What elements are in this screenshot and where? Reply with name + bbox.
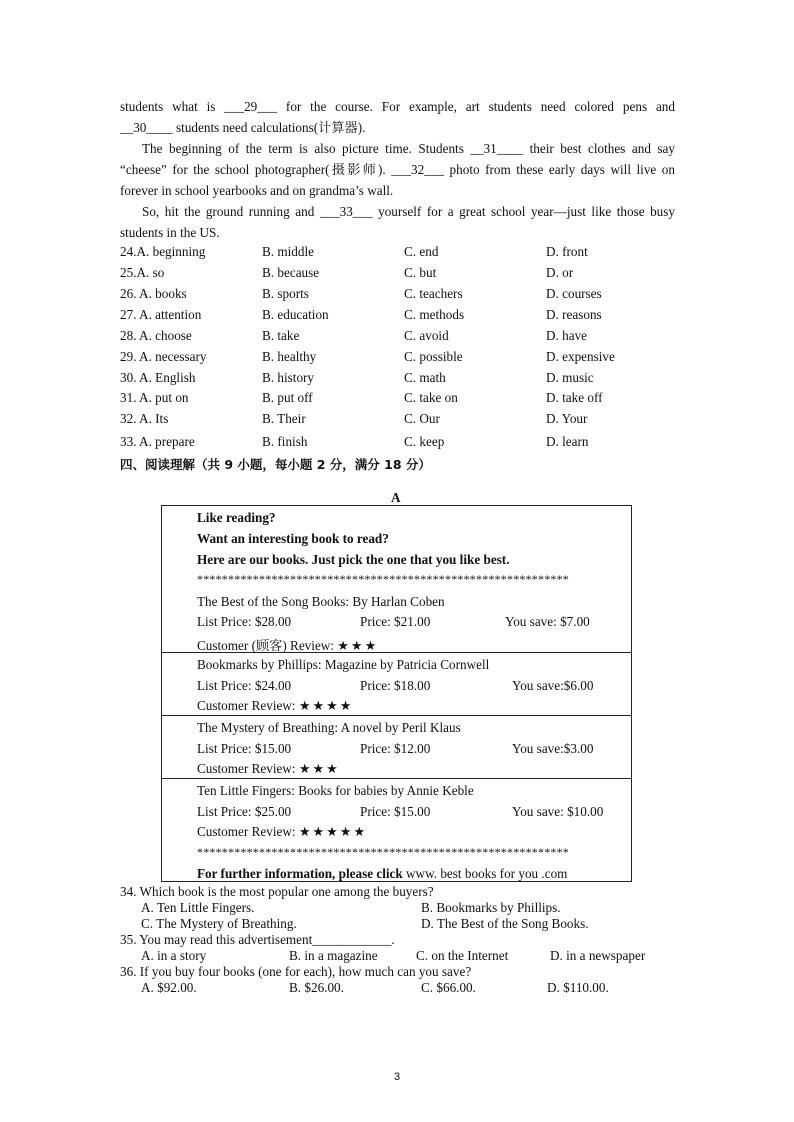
question-option: C. The Mystery of Breathing. <box>141 916 297 931</box>
book-list-price: List Price: $28.00 <box>197 614 292 629</box>
option-c: C. avoid <box>404 328 449 343</box>
option-b: B. healthy <box>262 349 317 364</box>
question-option: B. $26.00. <box>289 980 344 995</box>
option-b: B. Their <box>262 411 306 426</box>
row-divider <box>162 715 631 716</box>
cloze-passage <box>120 96 675 243</box>
question-option: C. $66.00. <box>421 980 476 995</box>
passage-line: “cheese” for the school photographer(摄影师). ___32___ photo from these early days will live on <box>120 162 675 177</box>
ad-footer-link[interactable]: www. best books for you .com <box>406 866 568 881</box>
book-list-price: List Price: $24.00 <box>197 678 292 693</box>
option-c: C. but <box>404 265 437 280</box>
option-a: 30. A. English <box>120 370 196 385</box>
question-option: B. in a magazine <box>289 948 378 963</box>
ad-intro-line: Want an interesting book to read? <box>197 531 389 546</box>
cloze-option-row <box>120 370 680 390</box>
book-title: The Best of the Song Books: By Harlan Coben <box>197 594 445 609</box>
passage-line: __30____ students need calculations(计算器). <box>120 120 366 135</box>
option-c: C. keep <box>404 434 445 449</box>
book-price: Price: $15.00 <box>360 804 431 819</box>
option-d: D. reasons <box>546 307 602 322</box>
cloze-option-row <box>120 349 680 369</box>
ad-intro-line: Here are our books. Just pick the one that you like best. <box>197 552 510 567</box>
option-d: D. Your <box>546 411 588 426</box>
passage-line: forever in school yearbooks and on grandma’s wall. <box>120 183 394 198</box>
book-review <box>197 761 340 777</box>
passage-line: students what is ___29___ for the course. For example, art students need colored pens and <box>120 99 675 114</box>
book-title: Ten Little Fingers: Books for babies by Annie Keble <box>197 783 474 798</box>
option-b: B. because <box>262 265 320 280</box>
option-d: D. or <box>546 265 574 280</box>
book-title: The Mystery of Breathing: A novel by Peril Klaus <box>197 720 461 735</box>
advertisement-box <box>161 505 632 882</box>
option-c: C. Our <box>404 411 440 426</box>
question-option: A. Ten Little Fingers. <box>141 900 255 915</box>
cloze-option-row <box>120 265 680 285</box>
option-a: 31. A. put on <box>120 390 189 405</box>
option-a: 26. A. books <box>120 286 187 301</box>
option-b: B. put off <box>262 390 313 405</box>
option-c: C. teachers <box>404 286 463 301</box>
cloze-option-row <box>120 411 680 431</box>
book-title: Bookmarks by Phillips: Magazine by Patricia Cornwell <box>197 657 490 672</box>
book-review <box>197 698 353 714</box>
option-d: D. courses <box>546 286 602 301</box>
option-d: D. learn <box>546 434 589 449</box>
book-list-price: List Price: $25.00 <box>197 804 292 819</box>
cloze-option-row <box>120 307 680 327</box>
option-d: D. have <box>546 328 588 343</box>
option-b: B. middle <box>262 244 315 259</box>
book-review <box>197 824 367 840</box>
cloze-option-row <box>120 328 680 348</box>
star-rating-icon: ★★★★ <box>298 699 354 714</box>
book-save: You save:$3.00 <box>512 741 594 756</box>
star-rating-icon: ★★★ <box>337 639 379 654</box>
section-title: 四、阅读理解（共 9 小题，每小题 2 分，满分 18 分） <box>120 457 431 472</box>
question-stem: 34. Which book is the most popular one among the buyers? <box>120 884 434 899</box>
page-number: 3 <box>393 1071 401 1083</box>
option-c: C. take on <box>404 390 458 405</box>
option-b: B. education <box>262 307 329 322</box>
asterisk-divider: ************************************************************ <box>197 572 569 586</box>
book-save: You save: $7.00 <box>505 614 590 629</box>
question-option: A. in a story <box>141 948 207 963</box>
ad-intro-line: Like reading? <box>197 510 276 525</box>
question-option: D. $110.00. <box>547 980 609 995</box>
option-b: B. history <box>262 370 315 385</box>
question-option: B. Bookmarks by Phillips. <box>421 900 561 915</box>
option-a: 25.A. so <box>120 265 165 280</box>
option-d: D. front <box>546 244 588 259</box>
option-d: D. music <box>546 370 594 385</box>
option-d: D. take off <box>546 390 603 405</box>
review-label: Customer Review: <box>197 824 296 839</box>
cloze-option-row <box>120 244 680 264</box>
star-rating-icon: ★★★ <box>298 762 340 777</box>
option-a: 29. A. necessary <box>120 349 207 364</box>
book-price: Price: $18.00 <box>360 678 431 693</box>
book-save: You save:$6.00 <box>512 678 594 693</box>
cloze-option-row <box>120 286 680 306</box>
option-b: B. take <box>262 328 300 343</box>
review-label: Customer (顾客) Review: <box>197 638 334 653</box>
option-b: B. finish <box>262 434 308 449</box>
option-b: B. sports <box>262 286 309 301</box>
cloze-option-row <box>120 390 680 410</box>
question-option: A. $92.00. <box>141 980 197 995</box>
option-d: D. expensive <box>546 349 615 364</box>
option-c: C. possible <box>404 349 463 364</box>
ad-footer <box>197 866 567 882</box>
option-a: 24.A. beginning <box>120 244 206 259</box>
question-stem: 36. If you buy four books (one for each), how much can you save? <box>120 964 472 979</box>
star-rating-icon: ★★★★★ <box>298 825 368 840</box>
option-a: 28. A. choose <box>120 328 192 343</box>
row-divider <box>162 652 631 653</box>
question-option: D. The Best of the Song Books. <box>421 916 589 931</box>
ad-footer-label: For further information, please click <box>197 866 403 881</box>
review-label: Customer Review: <box>197 698 296 713</box>
book-price: Price: $12.00 <box>360 741 431 756</box>
asterisk-divider: ************************************************************ <box>197 845 569 859</box>
option-a: 27. A. attention <box>120 307 202 322</box>
review-label: Customer Review: <box>197 761 296 776</box>
row-divider <box>162 778 631 779</box>
option-c: C. methods <box>404 307 465 322</box>
passage-line: The beginning of the term is also picture time. Students __31____ their best clothes and say <box>142 141 675 156</box>
question-stem: 35. You may read this advertisement____________. <box>120 932 395 947</box>
passage-line: students in the US. <box>120 225 220 240</box>
book-save: You save: $10.00 <box>512 804 604 819</box>
passage-line: So, hit the ground running and ___33___ yourself for a great school year—just like those busy <box>142 204 675 219</box>
option-c: C. end <box>404 244 439 259</box>
book-price: Price: $21.00 <box>360 614 431 629</box>
question-option: D. in a newspaper <box>550 948 646 963</box>
option-c: C. math <box>404 370 446 385</box>
book-list-price: List Price: $15.00 <box>197 741 292 756</box>
option-a: 32. A. Its <box>120 411 169 426</box>
option-a: 33. A. prepare <box>120 434 195 449</box>
cloze-option-row <box>120 434 680 454</box>
passage-label: A <box>391 490 401 505</box>
question-option: C. on the Internet <box>416 948 509 963</box>
